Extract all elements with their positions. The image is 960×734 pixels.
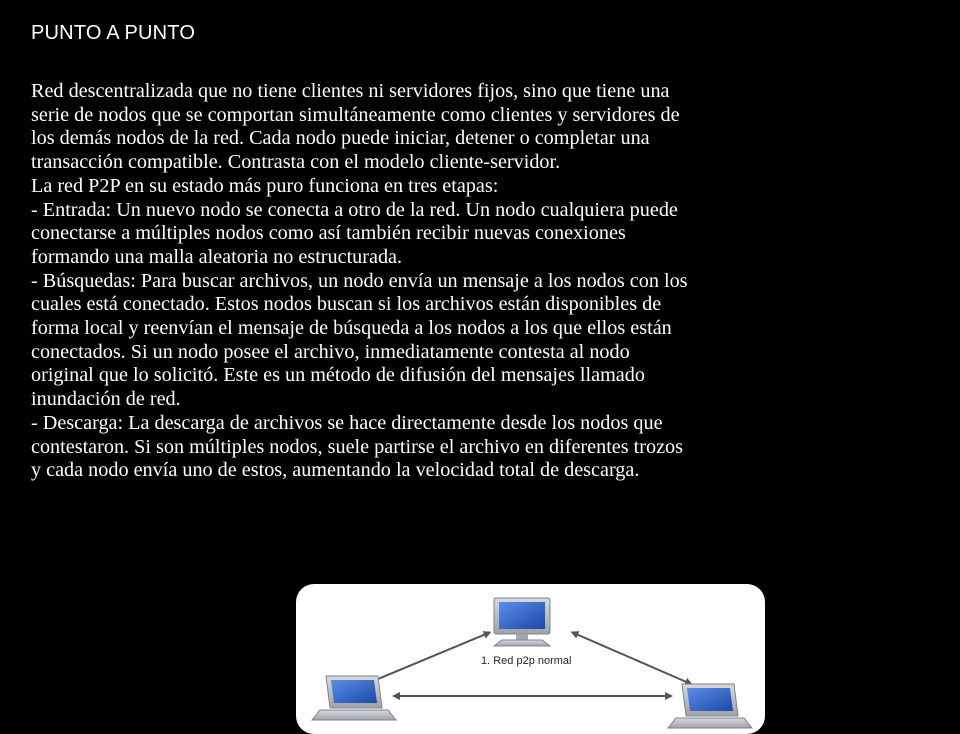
body-line: los demás nodos de la red. Cada nodo puede iniciar, detener o completar una: [31, 127, 650, 150]
computer-left-icon: [312, 676, 396, 720]
body-line: - Descarga: La descarga de archivos se hace directamente desde los nodos que: [31, 411, 663, 434]
body-line: cuales está conectado. Estos nodos buscan si los archivos están disponibles de: [31, 293, 662, 316]
diagram-label: 1. Red p2p normal: [481, 655, 572, 667]
body-line: transacción compatible. Contrasta con el modelo cliente-servidor.: [31, 151, 561, 174]
computer-top-icon: [494, 598, 550, 646]
body-line: serie de nodos que se comportan simultáneamente como clientes y servidores de: [31, 103, 680, 126]
slide-body: [31, 80, 931, 483]
body-line: contestaron. Si son múltiples nodos, suele partirse el archivo en diferentes trozos: [31, 435, 684, 458]
body-line: conectarse a múltiples nodos como así también recibir nuevas conexiones: [31, 222, 626, 245]
p2p-diagram: [296, 584, 765, 734]
body-line: Red descentralizada que no tiene clientes ni servidores fijos, sino que tiene una: [31, 80, 670, 102]
body-line: y cada nodo envía uno de estos, aumentando la velocidad total de descarga.: [31, 459, 640, 482]
link-top-left: [366, 634, 486, 684]
body-line: - Entrada: Un nuevo nodo se conecta a otro de la red. Un nodo cualquiera puede: [31, 198, 678, 221]
body-line: La red P2P en su estado más puro funciona en tres etapas:: [31, 174, 499, 197]
body-line: - Búsquedas: Para buscar archivos, un nodo envía un mensaje a los nodos con los: [31, 269, 688, 292]
body-line: conectados. Si un nodo posee el archivo, inmediatamente contesta al nodo: [31, 340, 630, 363]
body-line: inundación de red.: [31, 388, 181, 411]
computer-right-icon: [668, 684, 752, 728]
link-top-right: [576, 634, 691, 684]
body-line: formando una malla aleatoria no estructurada.: [31, 245, 403, 268]
slide-title: PUNTO A PUNTO: [31, 22, 196, 44]
body-line: forma local y reenvían el mensaje de búsqueda a los nodos a los que ellos están: [31, 317, 672, 340]
body-line: original que lo solicitó. Este es un método de difusión del mensajes llamado: [31, 364, 645, 387]
